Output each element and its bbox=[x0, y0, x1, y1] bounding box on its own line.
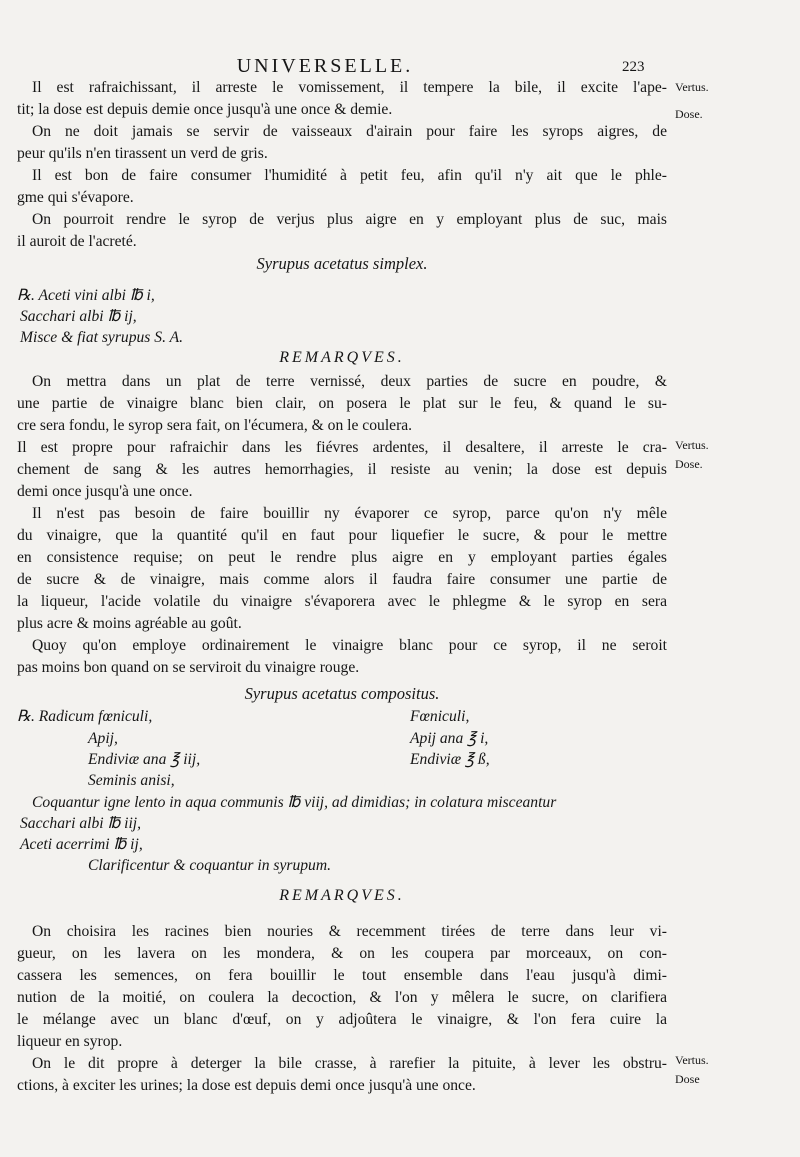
text-line: nution de la moitié, on coulera la decoction, & l'on y mêlera le sucre, on clarifiera bbox=[17, 989, 667, 1006]
text-line: cassera les semences, on fera bouillir le tout ensemble dans l'eau jusqu'à dimi- bbox=[17, 967, 667, 984]
section-heading: REMARQVES. bbox=[279, 887, 405, 904]
margin-note: Vertus. bbox=[675, 1053, 709, 1067]
text-line: chement de sang & les autres hemorrhagies, il resiste au venin; la dose est depuis bbox=[17, 461, 667, 478]
text-line: On mettra dans un plat de terre vernissé, deux parties de sucre en poudre, & bbox=[32, 373, 667, 390]
recipe-title: Syrupus acetatus simplex. bbox=[256, 254, 428, 273]
recipe-line: Seminis anisi, bbox=[88, 772, 175, 789]
text-line: le mélange avec un blanc d'œuf, on y adjoûtera le vinaigre, & l'on fera cuire la bbox=[17, 1011, 667, 1028]
recipe-line: Sacchari albi ℔ ij, bbox=[20, 308, 137, 325]
text-line: du vinaigre, que la quantité qu'il en faut pour liquefier le sucre, & pour le mettre bbox=[17, 527, 667, 544]
page-number: 223 bbox=[622, 59, 645, 75]
text-line: On ne doit jamais se servir de vaisseaux d'airain pour faire les syrops aigres, de bbox=[32, 123, 667, 140]
text-line: On le dit propre à deterger la bile crasse, à rarefier la pituite, à lever les obstru- bbox=[32, 1055, 667, 1072]
text-line: il auroit de l'acreté. bbox=[17, 233, 137, 250]
text-line: gueur, on les lavera on les mondera, & on les coupera par morceaux, on con- bbox=[17, 945, 667, 962]
text-line: en consistence requise; on peut le rendre plus aigre en y employant parties égales bbox=[17, 549, 667, 566]
text-line: pas moins bon quand on se serviroit du vinaigre rouge. bbox=[17, 659, 360, 676]
section-heading: REMARQVES. bbox=[279, 349, 405, 366]
text-line: peur qu'ils n'en tirassent un verd de gris. bbox=[17, 145, 268, 162]
text-line: Il est rafraichissant, il arreste le vomissement, il tempere la bile, il excite l'ape- bbox=[32, 79, 667, 96]
margin-note: Dose. bbox=[675, 107, 703, 121]
recipe-line: Endiviæ ana ℥ iij, bbox=[88, 751, 201, 768]
recipe-line: ℞. Aceti vini albi ℔ i, bbox=[17, 287, 155, 304]
text-line: On pourroit rendre le syrop de verjus plus aigre en y employant plus de suc, mais bbox=[32, 211, 667, 228]
recipe-line: Coquantur igne lento in aqua communis ℔ viij, ad dimidias; in colatura misceantur bbox=[32, 794, 557, 811]
running-title: UNIVERSELLE. bbox=[236, 55, 414, 77]
margin-note: Vertus. bbox=[675, 438, 709, 452]
recipe-line: Apij, bbox=[88, 730, 118, 747]
text-line: Il n'est pas besoin de faire bouillir ny évaporer ce syrop, parce qu'on n'y mêle bbox=[32, 505, 667, 522]
text-line: une partie de vinaigre blanc bien clair, on posera le plat sur le feu, & quand le su- bbox=[17, 395, 667, 412]
recipe-line: ℞. Radicum fœniculi, bbox=[17, 708, 153, 725]
recipe-line: Endiviæ ℥ ß, bbox=[410, 751, 490, 768]
text-line: Quoy qu'on employe ordinairement le vinaigre blanc pour ce syrop, il ne seroit bbox=[32, 637, 667, 654]
recipe-title: Syrupus acetatus compositus. bbox=[244, 684, 440, 703]
text-line: gme qui s'évapore. bbox=[17, 189, 134, 206]
text-line: la liqueur, l'acide volatile du vinaigre s'évaporera avec le phlegme & le syrop en sera bbox=[17, 593, 667, 610]
text-line: plus acre & moins agréable au goût. bbox=[17, 615, 242, 632]
text-line: Il est propre pour rafraichir dans les fiévres ardentes, il desaltere, il arreste le cra- bbox=[17, 439, 667, 456]
margin-note: Dose bbox=[675, 1072, 700, 1086]
text-line: liqueur en syrop. bbox=[17, 1033, 123, 1050]
text-line: On choisira les racines bien nouries & recemment tirées de terre dans leur vi- bbox=[32, 923, 667, 940]
text-line: cre sera fondu, le syrop sera fait, on l'écumera, & on le coulera. bbox=[17, 417, 413, 434]
text-line: tit; la dose est depuis demie once jusqu'à une once & demie. bbox=[17, 101, 393, 118]
recipe-line: Aceti acerrimi ℔ ij, bbox=[20, 836, 143, 853]
recipe-line: Apij ana ℥ i, bbox=[410, 730, 489, 747]
text-line: Il est bon de faire consumer l'humidité à petit feu, afin qu'il n'y ait que le phle- bbox=[32, 167, 667, 184]
recipe-line: Misce & fiat syrupus S. A. bbox=[20, 329, 184, 346]
margin-note: Vertus. bbox=[675, 80, 709, 94]
text-line: ctions, à exciter les urines; la dose est depuis demi once jusqu'à une once. bbox=[17, 1077, 476, 1094]
text-line: demi once jusqu'à une once. bbox=[17, 483, 193, 500]
text-line: de sucre & de vinaigre, mais comme alors il faudra faire consumer une partie de bbox=[17, 571, 667, 588]
recipe-line: Fœniculi, bbox=[410, 708, 470, 725]
recipe-line: Sacchari albi ℔ iij, bbox=[20, 815, 142, 832]
margin-note: Dose. bbox=[675, 457, 703, 471]
recipe-line: Clarificentur & coquantur in syrupum. bbox=[88, 857, 331, 874]
